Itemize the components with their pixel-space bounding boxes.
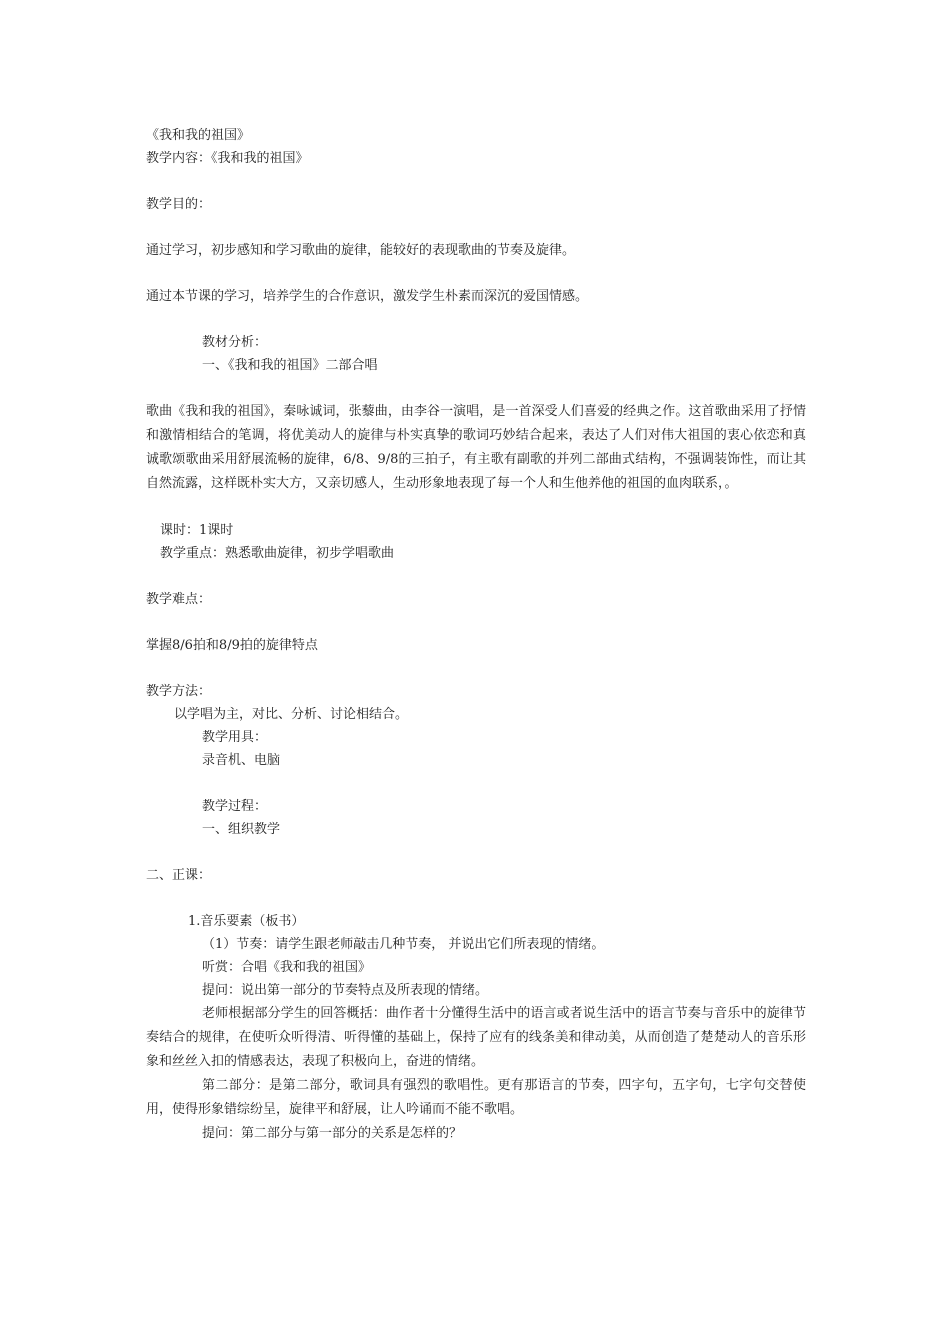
method-label: 教学方法： xyxy=(146,684,212,699)
part-two-paragraph: 第二部分：是第二部分，歌词具有强烈的歌唱性。更有那语言的节奏，四字句，五字句，七字句交替使用，使得形象错综纷呈，旋律平和舒展，让人吟诵而不能不歌唱。 xyxy=(146,1078,806,1117)
rhythm-item: （1）节奏：请学生跟老师敲击几种节奏， 并说出它们所表现的情绪。 xyxy=(202,937,605,952)
teaching-content: 教学内容：《我和我的祖国》 xyxy=(146,151,309,166)
process-step-2: 二、正课： xyxy=(146,868,212,883)
question-1: 提问：说出第一部分的节奏特点及所表现的情绪。 xyxy=(202,983,489,998)
difficulty-text: 掌握8/6拍和8/9拍的旋律特点 xyxy=(146,638,318,653)
difficulty-label: 教学难点： xyxy=(146,592,212,607)
objectives-label: 教学目的： xyxy=(146,197,212,212)
objective-2: 通过本节课的学习，培养学生的合作意识，激发学生朴素而深沉的爱国情感。 xyxy=(146,289,589,304)
music-elements: 1.音乐要素（板书） xyxy=(188,914,305,929)
class-hours: 课时：1课时 xyxy=(160,523,234,538)
tools-text: 录音机、电脑 xyxy=(202,753,281,768)
analysis-item: 一、《我和我的祖国》二部合唱 xyxy=(202,358,378,373)
analysis-paragraph: 歌曲《我和我的祖国》，秦咏诚词，张藜曲，由李谷一演唱，是一首深受人们喜爱的经典之作。这首歌曲采用了抒情和激情相结合的笔调，将优美动人的旋律与朴实真挚的歌词巧妙结合起来，表达了人们对伟大祖国的衷心依恋和真诚歌颂歌曲采用舒展流畅的旋律，6/8、9/8的三拍子，有主歌有副歌的并列二部曲式结构，不强调装饰性，而让其自然流露，这样既朴实大方，又亲切感人，生动形象地表现了每一个人和生他养他的祖国的血肉联系，。 xyxy=(146,404,806,491)
key-points: 教学重点：熟悉歌曲旋律，初步学唱歌曲 xyxy=(160,546,395,561)
document-title: 《我和我的祖国》 xyxy=(146,128,251,143)
analysis-label: 教材分析： xyxy=(202,335,268,350)
document-body xyxy=(146,124,806,1145)
listening-item: 听赏：合唱《我和我的祖国》 xyxy=(202,960,372,975)
teacher-summary: 老师根据部分学生的回答概括：曲作者十分懂得生活中的语言或者说生活中的语言节奏与音乐中的旋律节奏结合的规律，在使听众听得清、听得懂的基础上，保持了应有的线条美和律动美，从而创造了楚楚动人的音乐形象和丝丝入扣的情感表达，表现了积极向上，奋进的情绪。 xyxy=(146,1006,806,1069)
process-label: 教学过程： xyxy=(202,799,268,814)
objective-1: 通过学习，初步感知和学习歌曲的旋律，能较好的表现歌曲的节奏及旋律。 xyxy=(146,243,576,258)
question-2: 提问：第二部分与第一部分的关系是怎样的？ xyxy=(202,1126,463,1141)
method-text: 以学唱为主，对比、分析、讨论相结合。 xyxy=(174,707,409,722)
tools-label: 教学用具： xyxy=(202,730,268,745)
process-step-1: 一、组织教学 xyxy=(202,822,281,837)
